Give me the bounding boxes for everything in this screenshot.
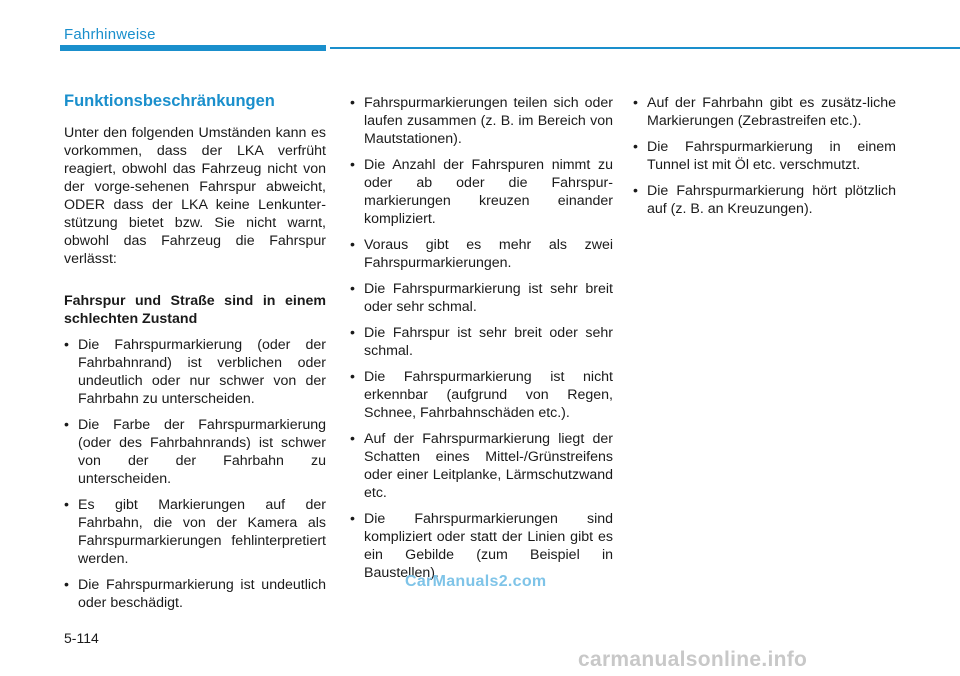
right-column xyxy=(633,94,896,226)
watermark-carmanuals2: CarManuals2.com xyxy=(405,573,547,590)
subheading-road-condition: Fahrspur und Straße sind in einem schlechten Zustand xyxy=(64,293,326,327)
list-item: • Fahrspurmarkierungen teilen sich oder laufen zusammen (z. B. im Bereich von Mautstationen). xyxy=(350,94,613,148)
list-item: • Die Fahrspurmarkierung in einem Tunnel ist mit Öl etc. verschmutzt. xyxy=(633,138,896,174)
list-item: • Die Fahrspur ist sehr breit oder sehr schmal. xyxy=(350,324,613,360)
list-item: • Die Fahrspurmarkierungen sind kompliziert oder statt der Linien gibt es ein Gebilde (zum Beispiel in Baustellen). xyxy=(350,510,613,582)
list-item: • Die Anzahl der Fahrspuren nimmt zu oder ab oder die Fahrspur-markierungen kreuzen einander kompliziert. xyxy=(350,156,613,228)
list-item: • Auf der Fahrspurmarkierung liegt der Schatten eines Mittel-/Grünstreifens oder einer Leitplanke, Lärmschutzwand etc. xyxy=(350,430,613,502)
header-rule-thin xyxy=(330,47,960,49)
list-item: • Die Fahrspurmarkierung ist nicht erkennbar (aufgrund von Regen, Schnee, Fahrbahnschäden etc.). xyxy=(350,368,613,422)
list-item: • Die Fahrspurmarkierung hört plötzlich auf (z. B. an Kreuzungen). xyxy=(633,182,896,218)
watermark-carmanualsonline: carmanualsonline.info xyxy=(578,648,808,671)
list-item: • Die Fahrspurmarkierung ist undeutlich oder beschädigt. xyxy=(64,576,326,612)
middle-column xyxy=(350,94,613,590)
middle-bullet-list xyxy=(350,94,613,582)
page-number: 5-114 xyxy=(64,630,99,646)
intro-paragraph: Unter den folgenden Umständen kann es vorkommen, dass der LKA verfrüht reagiert, obwohl das Fahrzeug nicht von der vorge-sehenen Fahrspur abweicht, ODER dass der LKA keine Lenkunter-stützung bietet bzw. Sie nicht warnt, obwohl das Fahrzeug die Fahrspur verlässt: xyxy=(64,125,326,267)
right-bullet-list xyxy=(633,94,896,218)
left-bullet-list xyxy=(64,336,326,612)
left-column xyxy=(64,92,326,620)
heading-limitations: Funktionsbeschränkungen xyxy=(64,92,275,110)
list-item: • Die Fahrspurmarkierung ist sehr breit oder sehr schmal. xyxy=(350,280,613,316)
header-rule-thick xyxy=(60,45,326,51)
list-item: • Die Farbe der Fahrspurmarkierung (oder des Fahrbahnrands) ist schwer von der der Fahrbahn zu unterscheiden. xyxy=(64,416,326,488)
list-item: • Die Fahrspurmarkierung (oder der Fahrbahnrand) ist verblichen oder undeutlich oder nur schwer von der Fahrbahn zu unterscheiden. xyxy=(64,336,326,408)
list-item: • Auf der Fahrbahn gibt es zusätz-liche Markierungen (Zebrastreifen etc.). xyxy=(633,94,896,130)
section-title: Fahrhinweise xyxy=(64,26,156,43)
list-item: • Voraus gibt es mehr als zwei Fahrspurmarkierungen. xyxy=(350,236,613,272)
list-item: • Es gibt Markierungen auf der Fahrbahn, die von der Kamera als Fahrspurmarkierungen fehlinterpretiert werden. xyxy=(64,496,326,568)
